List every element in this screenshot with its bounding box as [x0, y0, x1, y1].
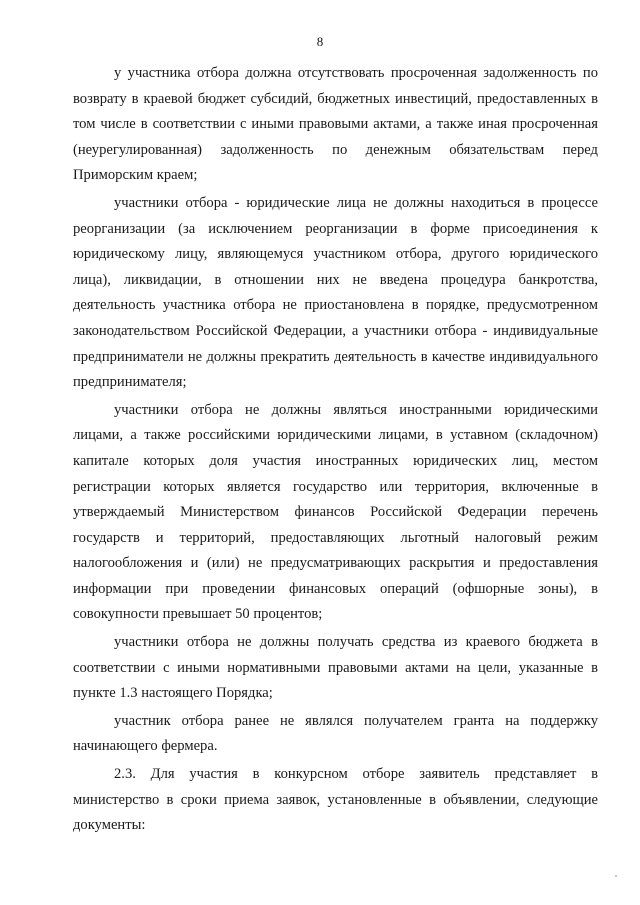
scan-speck	[615, 875, 617, 877]
paragraph-no-other-budget-funds: участники отбора не должны получать средства из краевого бюджета в соответствии с иными нормативными правовыми актами на цели, указанные в пункте 1.3 настоящего Порядка;	[73, 634, 598, 702]
paragraph-section-2-3: 2.3. Для участия в конкурсном отборе заявитель представляет в министерство в сроки приема заявок, установленные в объявлении, следующие документы:	[73, 766, 598, 834]
paragraph-no-reorganization: участники отбора - юридические лица не должны находиться в процессе реорганизации (за исключением реорганизации в форме присоединения к юридическому лицу, являющемуся участником отбора, другого юридического лица), ликвидации, в отношении них не введена процедура банкротства, деятельность участника отбора не приостановлена в порядке, предусмотренном законодательством Российской Федерации, а участники отбора - индивидуальные предприниматели не должны прекратить деятельность в качестве индивидуального предпринимателя;	[73, 194, 598, 391]
paragraph-no-overdue-debt: у участника отбора должна отсутствовать просроченная задолженность по возврату в краевой бюджет субсидий, бюджетных инвестиций, предоставленных в том числе в соответствии с иными правовыми актами, а также иная просроченная (неурегулированная) задолженность по денежным обязательствам перед Приморским краем;	[73, 65, 598, 184]
paragraph-not-previous-grant-recipient: участник отбора ранее не являлся получателем гранта на поддержку начинающего фермера.	[73, 712, 598, 755]
paragraph-no-foreign-entities: участники отбора не должны являться иностранными юридическими лицами, а также российскими юридическими лицами, в уставном (складочном) капитале которых доля участия иностранных юридических лиц, местом регистрации которых является государство или территория, включенные в утверждаемый Министерством финансов Российской Федерации перечень государств и территорий, предоставляющих льготный налоговый режим налогообложения и (или) не предусматривающих раскрытия и предоставления информации при проведении финансовых операций (офшорные зоны), в совокупности превышает 50 процентов;	[73, 401, 598, 623]
page-number: 8	[316, 34, 324, 49]
document-body	[73, 61, 598, 839]
